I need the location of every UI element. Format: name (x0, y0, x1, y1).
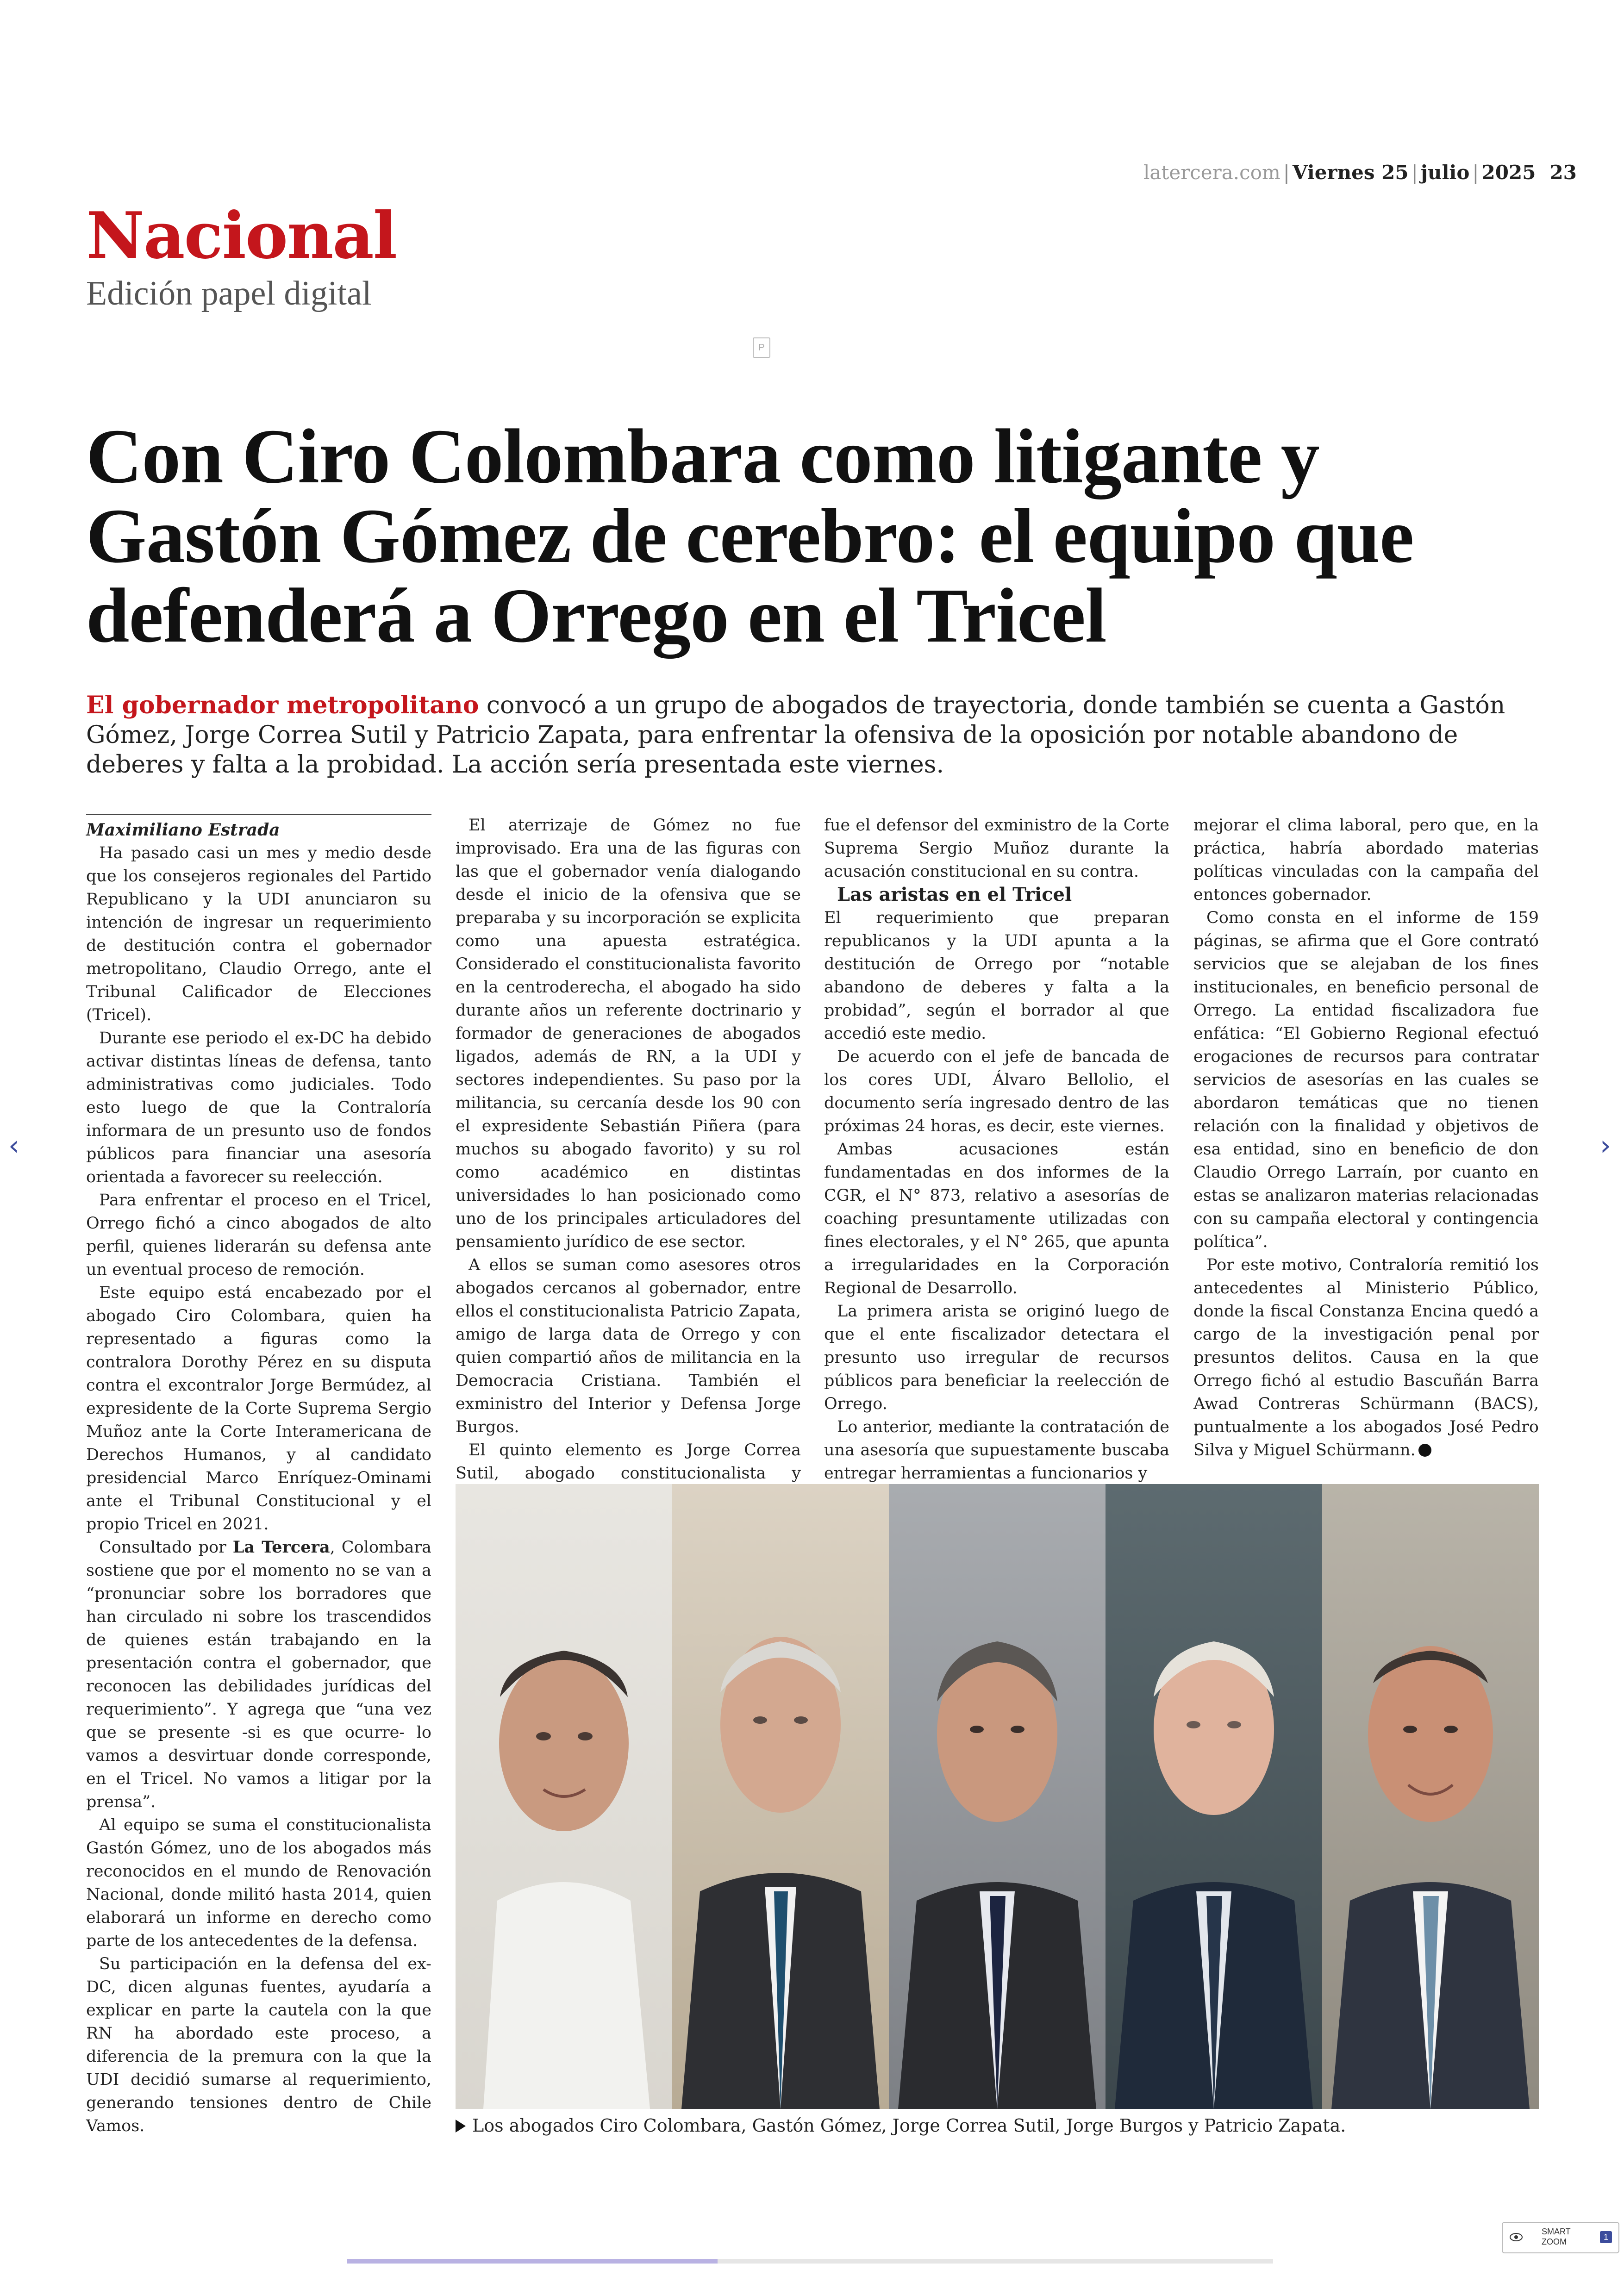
issue-day: Viernes 25 (1292, 161, 1409, 184)
paragraph-text: Consultado por (99, 1538, 233, 1557)
article-column-1 (86, 814, 431, 2138)
page-number: 23 (1549, 161, 1577, 184)
caption-text: Los abogados Ciro Colombara, Gastón Gómez, Jorge Correa Sutil, Jorge Burgos y Patricio Zapata. (472, 2115, 1346, 2136)
photo-caption (456, 2115, 1346, 2136)
smart-zoom-label: SMART ZOOM (1542, 2227, 1571, 2246)
paragraph: El quinto elemento es Jorge Correa Sutil, abogado constitucionalista y (456, 1441, 801, 1483)
page-progress-fill (347, 2259, 718, 2264)
paragraph: A ellos se suman como asesores otros abogados cercanos al gobernador, entre ellos el constitucionalista Patricio Zapata, amigo de larga data de Orrego y con quien compartió años de militancia en la Democracia Cristiana. También el exministro del Interior y Defensa Jorge Burgos. (456, 1256, 801, 1436)
caption-arrow-icon (456, 2120, 466, 2133)
headline: Con Ciro Colombara como litigante y Gastón Gómez de cerebro: el equipo que defenderá a Orrego en el Tricel (86, 413, 1414, 659)
ad-marker: P (753, 337, 770, 358)
article-column-3 (824, 814, 1169, 1485)
lede-text: convocó a un grupo de abogados de trayectoria, donde también se cuenta a Gastón Gómez, Jorge Correa Sutil y Patricio Zapata, para enfrentar la ofensiva de la oposición por notable abandono de deberes y falta a la probidad. La acción sería presentada este viernes. (86, 692, 1505, 779)
smart-zoom-count: 1 (1600, 2231, 1612, 2243)
eye-icon (1509, 2231, 1523, 2243)
page-progress-bar[interactable] (347, 2259, 1273, 2264)
paragraph: Ambas acusaciones están fundamentadas en dos informes de la CGR, el N° 873, relativo a asesorías de coaching presuntamente utilizadas con fines electorales, y el N° 265, que apunta a irregularidades en la Corporación Regional de Desarrollo. (824, 1140, 1169, 1297)
paragraph (86, 1536, 431, 1814)
paragraph: Como consta en el informe de 159 páginas, se afirma que el Gore contrató servicios que se alejaban de los fines institucionales, en beneficio personal de Orrego. La entidad fiscalizadora fue enfática: “El Gobierno Regional efectuó erogaciones de recursos para contratar servicios de asesorías en las cuales se abordaron temáticas que no tienen relación con la finalidad y objetivos de esa entidad, sino en beneficio de don Claudio Orrego Larraín, por cuanto en estas se analizaron materias relacionadas con su campaña electoral y contingencia política”. (1193, 909, 1539, 1251)
end-of-article-mark (1418, 1444, 1431, 1457)
paragraph: mejorar el clima laboral, pero que, en la práctica, habría abordado materias políticas vinculadas con la campaña del entonces gobernador. (1193, 816, 1539, 904)
paragraph: El aterrizaje de Gómez no fue improvisado. Era una de las figuras con las que el gobernador venía dialogando desde el inicio de la ofensiva que se preparaba y su incorporación se explicita como una apuesta estratégica. Considerado el constitucionalista favorito en la centroderecha, el abogado ha sido durante años un referente doctrinario y formador de generaciones de abogados ligados, además de RN, a la UDI y sectores independientes. Su paso por la militancia, su cercanía desde los 90 con el expresidente Sebastián Piñera (para muchos su abogado favorito) y su rol como académico en distintas universidades lo han posicionado como uno de los principales articuladores del pensamiento jurídico de ese sector. (456, 816, 801, 1251)
paragraph: Lo anterior, mediante la contratación de una asesoría que supuestamente buscaba entregar herramientas a funcionarios y (824, 1418, 1169, 1483)
article-column-2 (456, 814, 801, 1531)
issue-year: 2025 (1481, 161, 1536, 184)
smart-zoom-button[interactable] (1502, 2222, 1619, 2253)
paragraph: Ha pasado casi un mes y medio desde que los consejeros regionales del Partido Republicano y la UDI anunciaron su intención de ingresar un requerimiento de destitución contra el gobernador metropolitano, Claudio Orrego, ante el Tribunal Calificador de Elecciones (Tricel). (86, 844, 431, 1024)
article-column-4 (1193, 814, 1539, 1462)
paragraph: fue el defensor del exministro de la Corte Suprema Sergio Muñoz durante la acusación constitucional en su contra. (824, 816, 1169, 881)
paragraph-text: , Colombara sostiene que por el momento no se van a “pronunciar sobre los borradores que han circulado ni sobre los trascendidos de quienes están trabajando en la presentación contra el gobernador, que reconocen las debilidades jurídicas del requerimiento”. Y agrega que “una vez que se presente -si es que ocurre- lo vamos a desvirtuar donde corresponde, en el Tricel. No vamos a litigar por la prensa”. (86, 1538, 431, 1811)
issue-month: julio (1420, 161, 1470, 184)
subheading: Las aristas en el Tricel (837, 884, 1072, 905)
paragraph: El requerimiento que preparan republicanos y la UDI apunta a la destitución de Orrego por “notable abandono de deberes y falta a la probidad”, según el borrador al que accedió este medio. (824, 909, 1169, 1043)
paragraph: Su participación en la defensa del ex-DC, dicen algunas fuentes, ayudaría a explicar en parte la cautela con la que RN ha abordado este proceso, a diferencia de la premura con la que la UDI decidió sumarse al requerimiento, generando tensiones dentro de Chile Vamos. (86, 1955, 431, 2135)
portrait-photo (456, 1484, 672, 2109)
paragraph: Para enfrentar el proceso en el Tricel, Orrego fichó a cinco abogados de alto perfil, quienes liderarán su defensa ante un eventual proceso de remoción. (86, 1191, 431, 1279)
portrait-photo (1106, 1484, 1322, 2109)
site-name: latercera.com (1143, 161, 1280, 184)
portrait-photo (1322, 1484, 1539, 2109)
paragraph: Este equipo está encabezado por el abogado Ciro Colombara, quien ha representado a figuras como la contralora Dorothy Pérez en su disputa contra el excontralor Jorge Bermúdez, al expresidente de la Corte Suprema Sergio Muñoz ante la Corte Interamericana de Derechos Humanos, y al candidato presidencial Marco Enríquez-Ominami ante el Tribunal Constitucional y el propio Tricel en 2021. (86, 1284, 431, 1534)
edition-subtitle: Edición papel digital (86, 274, 372, 312)
paragraph: De acuerdo con el jefe de bancada de los cores UDI, Álvaro Bellolio, el documento sería ingresado dentro de las próximas 24 horas, es decir, este viernes. (824, 1048, 1169, 1135)
paragraph-text: Por este motivo, Contraloría remitió los antecedentes al Ministerio Público, donde la fiscal Constanza Encina quedó a cargo de la investigación penal por presuntos delitos. Causa en la que Orrego fichó al estudio Bascuñán Barra Awad Contreras Schürmann (BACS), puntualmente a los abogados José Pedro Silva y Miguel Schürmann. (1193, 1256, 1539, 1459)
lede (86, 691, 1549, 780)
lawyers-photo (456, 1484, 1539, 2109)
portrait-photo (672, 1484, 889, 2109)
masthead: latercera.com | Viernes 25 | julio | 2025 23 (1143, 161, 1577, 184)
section-title: Nacional (86, 198, 397, 273)
next-page-chevron-icon[interactable]: › (1600, 1129, 1611, 1162)
paragraph (1193, 1254, 1539, 1462)
paragraph: Durante ese periodo el ex-DC ha debido activar distintas líneas de defensa, tanto administrativas como judiciales. Todo esto luego de que la Contraloría informara de un presunto uso de fondos públicos para financiar una asesoría orientada a favorecer su reelección. (86, 1029, 431, 1186)
byline: Maximiliano Estrada (86, 814, 431, 842)
portrait-photo (889, 1484, 1106, 2109)
previous-page-chevron-icon[interactable]: ‹ (8, 1129, 19, 1162)
newspaper-name: La Tercera (232, 1538, 330, 1557)
lede-kicker: El gobernador metropolitano (86, 691, 479, 719)
paragraph: Al equipo se suma el constitucionalista Gastón Gómez, uno de los abogados más reconocidos en el mundo de Renovación Nacional, donde militó hasta 2014, quien elaborará un informe en derecho como parte de los antecedentes de la defensa. (86, 1816, 431, 1950)
paragraph: La primera arista se originó luego de que el ente fiscalizador detectara el presunto uso irregular de recursos públicos para beneficiar la reelección de Orrego. (824, 1302, 1169, 1413)
